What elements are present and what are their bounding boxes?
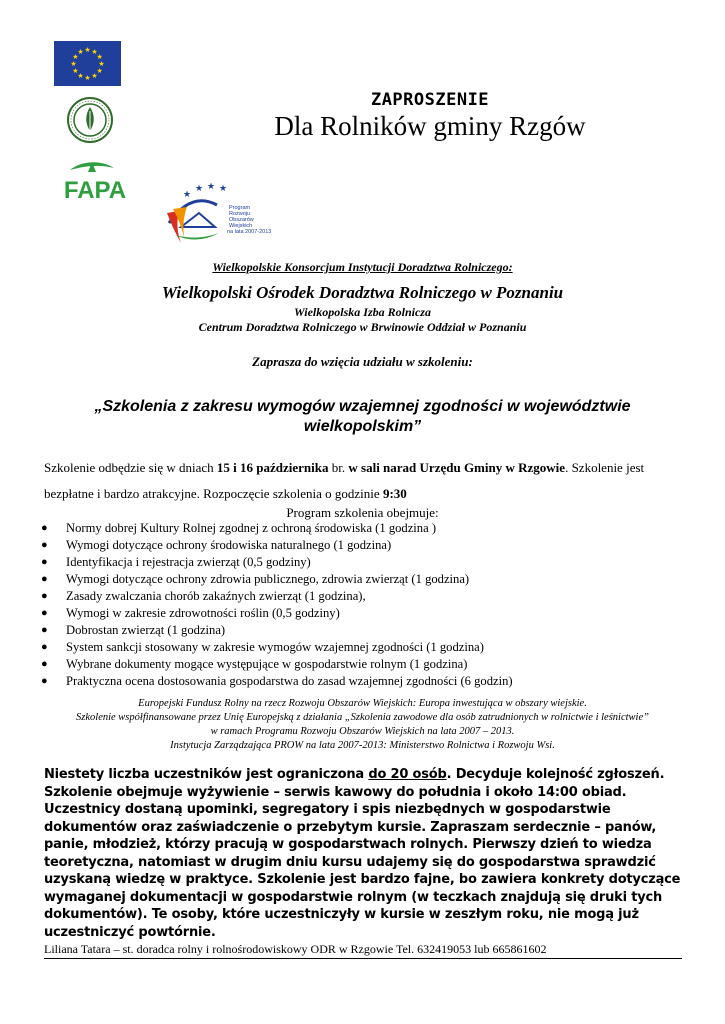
list-item xyxy=(40,673,680,690)
funding-note xyxy=(40,697,685,753)
invitation-line: Zaprasza do wzięcia udziału w szkoleniu: xyxy=(252,354,473,369)
svg-text:★: ★ xyxy=(207,183,216,192)
funding-line: Szkolenie współfinansowane przez Unię Europejską z działania „Szkolenia zawodowe dla osób zatrudnionych w rolnictwie i leśnictwie” xyxy=(76,712,649,723)
star-icon: ★ xyxy=(77,72,84,81)
program-list xyxy=(40,520,680,690)
funding-line: Europejski Fundusz Rolny na rzecz Rozwoju Obszarów Wiejskich: Europa inwestująca w obszary wiejskie. xyxy=(138,698,587,709)
star-icon: ★ xyxy=(91,47,98,56)
list-item xyxy=(40,605,680,622)
notice-text: Niestety liczba uczestników jest ograniczona xyxy=(44,767,369,782)
list-item xyxy=(40,571,680,588)
list-item xyxy=(40,554,680,571)
list-item xyxy=(40,520,680,537)
program-item-text: Wymogi dotyczące ochrony środowiska naturalnego (1 godzina) xyxy=(66,538,392,552)
prow-line-3: Obszarów xyxy=(229,217,254,223)
bullet-icon: ● xyxy=(41,624,48,636)
program-item-text: Normy dobrej Kultury Rolnej zgodnej z ochroną środowiska (1 godzina ) xyxy=(66,521,437,535)
start-time: 9:30 xyxy=(382,486,407,501)
list-item xyxy=(40,588,680,605)
program-item-text: System sankcji stosowany w zakresie wymogów wzajemnej zgodności (1 godzina) xyxy=(66,640,484,654)
star-icon: ★ xyxy=(77,47,84,56)
star-icon: ★ xyxy=(96,53,103,61)
prow-line-1: Program xyxy=(229,205,251,211)
prow-line-5: na lata 2007-2013 xyxy=(227,229,272,235)
list-item xyxy=(40,622,680,639)
bullet-icon: ● xyxy=(41,607,48,619)
list-item xyxy=(40,656,680,673)
fapa-logo xyxy=(52,160,138,206)
funding-line: Instytucja Zarządzająca PROW na lata 2007-2013: Ministerstwo Rolnictwa i Rozwoju Wsi. xyxy=(170,740,555,751)
funding-line: w ramach Programu Rozwoju Obszarów Wiejskich na lata 2007 – 2013. xyxy=(210,726,515,737)
course-dates: 15 i 16 października xyxy=(216,460,329,475)
program-item-text: Zasady zwalczania chorób zakaźnych zwierząt (1 godzina), xyxy=(66,589,366,603)
star-icon: ★ xyxy=(98,60,105,68)
bullet-icon: ● xyxy=(41,522,48,534)
star-icon: ★ xyxy=(96,67,103,75)
svg-text:★: ★ xyxy=(183,190,192,200)
prow-line-4: Wiejskich xyxy=(229,223,253,229)
info-text: . Szkolenie jest bezpłatne i bardzo atrakcyjne. Rozpoczęcie szkolenia o godzinie xyxy=(44,460,645,501)
footer-contact: Liliana Tatara – st. doradca rolny i rolnośrodowiskowy ODR w Rzgowie Tel. 632419053 lub 665861602 xyxy=(44,942,682,959)
program-heading: Program szkolenia obejmuje: xyxy=(286,505,439,520)
fapa-logo-text: FAPA xyxy=(63,177,127,204)
list-item xyxy=(40,537,680,554)
star-icon: ★ xyxy=(91,72,98,81)
invitation-heading: ZAPROSZENIE xyxy=(370,90,490,110)
svg-text:★: ★ xyxy=(219,184,228,194)
bullet-icon: ● xyxy=(41,556,48,568)
info-text: br. xyxy=(328,460,349,475)
list-item xyxy=(40,639,680,656)
prow-line-2: Rozwoju xyxy=(229,211,251,217)
bullet-icon: ● xyxy=(41,539,48,551)
star-icon: ★ xyxy=(72,67,79,75)
program-item-text: Wybrane dokumenty mogące występujące w gospodarstwie rolnym (1 godzina) xyxy=(66,657,468,671)
bullet-icon: ● xyxy=(41,641,48,653)
star-icon: ★ xyxy=(84,74,91,82)
agricultural-seal-icon xyxy=(67,97,113,143)
eu-flag-icon xyxy=(54,41,121,86)
notice-paragraph xyxy=(44,766,694,941)
program-item-text: Identyfikacja i rejestracja zwierząt (0,5 godziny) xyxy=(66,555,311,569)
info-paragraph xyxy=(44,455,689,507)
course-place: w sali narad Urzędu Gminy w Rzgowie xyxy=(348,460,566,475)
notice-text: . Decyduje kolejność zgłoszeń. Szkolenie obejmuje wyżywienie – serwis kawowy do południa i około 14:00 obiad. Uczestnicy dostaną upominki, segregatory i spis niezbędnych w gospodarstwie dokumentów oraz zaświadczenie o przebytym kursie. Zapraszam serdecznie – panów, panie, młodzież, którzy pracują w gospodarstwach rolnych. Pierwszy dzień to wiedza teoretyczna, natomiast w drugim dniu kursu udajemy się do gospodarstwa sprawdzić uzyskaną wiedzę w praktyce. Szkolenie jest bardzo fajne, bo zawiera konkrety dotyczące wymaganej dokumentacji w gospodarstwie rolnym (w teczkach znajdują się druki tych dokumentów). Te osoby, które uczestniczyły w kursie w zeszłym roku, nie mogą już uczestniczyć powtórnie. xyxy=(44,767,681,940)
header xyxy=(180,90,680,142)
page-title: Dla Rolników gminy Rzgów xyxy=(274,111,586,141)
bullet-icon: ● xyxy=(41,573,48,585)
star-icon: ★ xyxy=(70,60,77,68)
info-text: Szkolenie odbędzie się w dniach xyxy=(44,460,217,475)
consortium-line: Wielkopolskie Konsorcjum Instytucji Doradztwa Rolniczego: xyxy=(212,260,513,274)
izba-line: Wielkopolska Izba Rolnicza xyxy=(294,305,431,319)
bullet-icon: ● xyxy=(41,675,48,687)
cdr-line: Centrum Doradztwa Rolniczego w Brwinowie Oddział w Poznaniu xyxy=(198,320,527,334)
svg-text:★: ★ xyxy=(195,184,204,194)
program-item-text: Wymogi dotyczące ochrony zdrowia publicznego, zdrowia zwierząt (1 godzina) xyxy=(66,572,470,586)
course-title: „Szkolenia z zakresu wymogów wzajemnej zgodności w województwie wielkopolskim” xyxy=(94,398,631,435)
program-item-text: Praktyczna ocena dostosowania gospodarstwa do zasad wzajemnej zgodności (6 godzin) xyxy=(66,674,513,688)
odr-line: Wielkopolski Ośrodek Doradztwa Rolniczego w Poznaniu xyxy=(161,283,564,302)
prow-logo-icon xyxy=(161,183,273,249)
program-item-text: Dobrostan zwierząt (1 godzina) xyxy=(66,623,226,637)
bullet-icon: ● xyxy=(41,590,48,602)
star-icon: ★ xyxy=(84,46,91,54)
bullet-icon: ● xyxy=(41,658,48,670)
participant-limit: do 20 osób xyxy=(368,767,447,782)
star-icon: ★ xyxy=(72,53,79,61)
program-item-text: Wymogi w zakresie zdrowotności roślin (0,5 godziny) xyxy=(66,606,340,620)
